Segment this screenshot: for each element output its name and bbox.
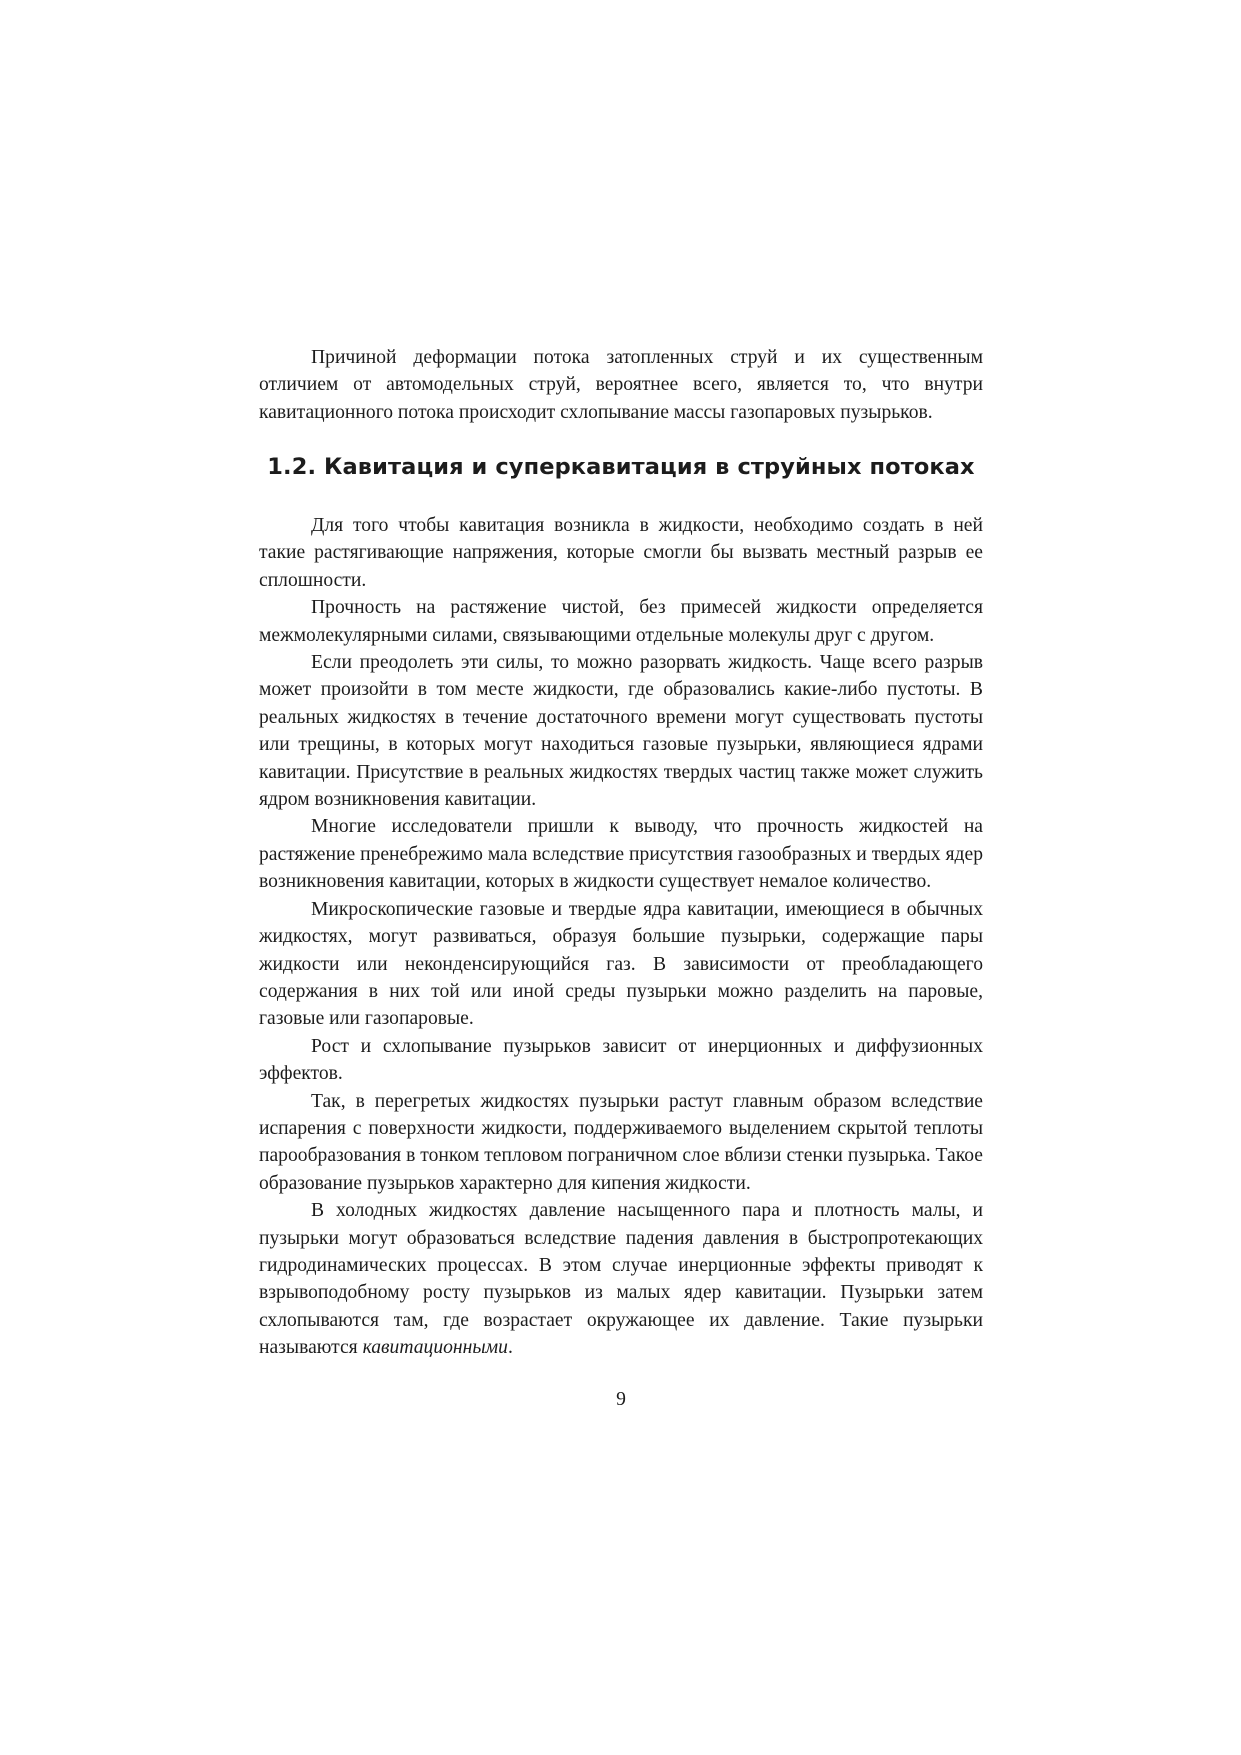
paragraph-3: Если преодолеть эти силы, то можно разорвать жидкость. Чаще всего разрыв может произойти в том месте жидкости, где образовались какие-либо пустоты. В реальных жидкостях в течение достаточного времени могут существовать пустоты или трещины, в которых могут находиться газовые пузырьки, являющиеся ядрами кавитации. Присутствие в реальных жидкостях твердых частиц также может служить ядром возникновения кавитации. [259,652,983,811]
paragraph-8 [259,1197,983,1361]
paragraph-7: Так, в перегретых жидкостях пузырьки растут главным образом вследствие испарения с поверхности жидкости, поддерживаемого выделением скрытой теплоты парообразования в тонком тепловом пограничном слое вблизи стенки пузырька. Такое образование пузырьков характерно для кипения жидкости. [259,1090,983,1194]
paragraph-8-text: В холодных жидкостях давление насыщенного пара и плотность малы, и пузырьки могут образоваться вследствие падения давления в быстропротекающих гидродинамических процессах. В этом случае инерционные эффекты приводят к взрывоподобному росту пузырьков из малых ядер кавитации. Пузырьки затем схлопываются там, где возрастает окружающее их давление. Такие пузырьки называются [259,1200,983,1359]
page-number: 9 [616,1389,626,1410]
italic-term: кавитационными [362,1337,508,1359]
paragraph-2: Прочность на растяжение чистой, без примесей жидкости определяется межмолекулярными силами, связывающими отдельные молекулы друг с другом. [259,597,983,646]
paragraph-8-end: . [507,1337,513,1359]
paragraph-1: Для того чтобы кавитация возникла в жидкости, необходимо создать в ней такие растягивающие напряжения, которые смогли бы вызвать местный разрыв ее сплошности. [259,515,983,591]
paragraph-6: Рост и схлопывание пузырьков зависит от инерционных и диффузионных эффектов. [259,1035,983,1085]
intro-paragraph: Причиной деформации потока затопленных струй и их существенным отличием от автомодельных струй, вероятнее всего, является то, что внутри кавитационного потока происходит схлопывание массы газопаровых пузырьков. [259,347,983,423]
intro-text [259,344,983,426]
section-body [259,512,983,1362]
paragraph-5: Микроскопические газовые и твердые ядра кавитации, имеющиеся в обычных жидкостях, могут развиваться, образуя большие пузырьки, содержащие пары жидкости или неконденсирующийся газ. В зависимости от преобладающего содержания в них той или иной среды пузырьки можно разделить на паровые, газовые или газопаровые. [259,898,983,1030]
section-heading: 1.2. Кавитация и суперкавитация в струйных потоках [267,454,975,480]
paragraph-4: Многие исследователи пришли к выводу, что прочность жидкостей на растяжение пренебрежимо мала вследствие присутствия газообразных и твердых ядер возникновения кавитации, которых в жидкости существует немалое количество. [259,816,983,893]
